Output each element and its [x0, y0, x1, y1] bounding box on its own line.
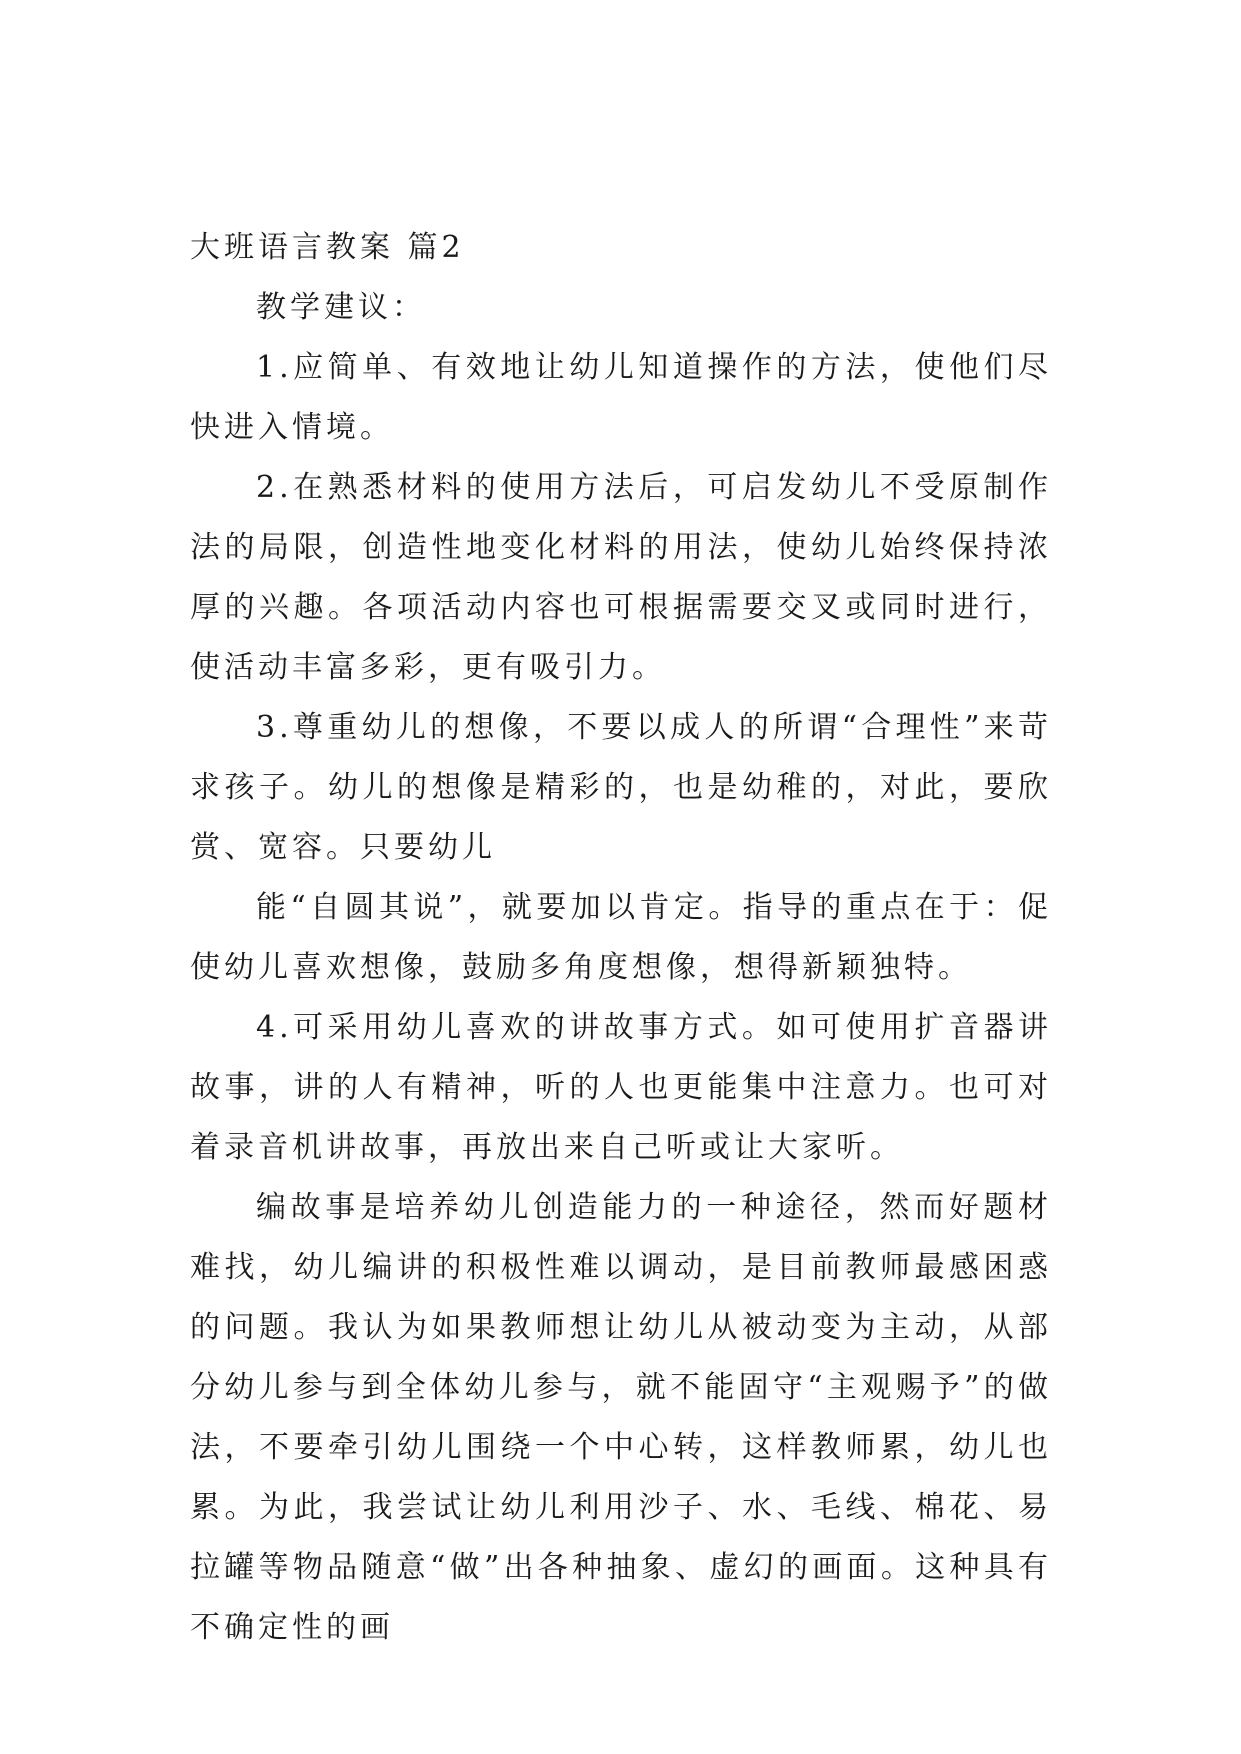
paragraph-suggestion-3: 3.尊重幼儿的想像，不要以成人的所谓“合理性”来苛求孩子。幼儿的想像是精彩的，也是幼稚的，对此，要欣赏、宽容。只要幼儿: [190, 710, 1052, 865]
paragraph-suggestion-2: 2.在熟悉材料的使用方法后，可启发幼儿不受原制作法的局限，创造性地变化材料的用法，使幼儿始终保持浓厚的兴趣。各项活动内容也可根据需要交叉或同时进行，使活动丰富多彩，更有吸引力。: [190, 470, 1052, 685]
paragraph-suggestion-1: 1.应简单、有效地让幼儿知道操作的方法，使他们尽快进入情境。: [190, 350, 1052, 445]
paragraph-teaching-suggestions: 教学建议：: [256, 290, 426, 325]
paragraph-reflection: 编故事是培养幼儿创造能力的一种途径，然而好题材难找，幼儿编讲的积极性难以调动，是目前教师最感困惑的问题。我认为如果教师想让幼儿从被动变为主动，从部分幼儿参与到全体幼儿参与，就不能固守“主观赐予”的做法，不要牵引幼儿围绕一个中心转，这样教师累，幼儿也累。为此，我尝试让幼儿利用沙子、水、毛线、棉花、易拉罐等物品随意“做”出各种抽象、虚幻的画面。这种具有不确定性的画: [190, 1190, 1052, 1645]
paragraph-suggestion-3-continued: 能“自圆其说”，就要加以肯定。指导的重点在于：促使幼儿喜欢想像，鼓励多角度想像，想得新颖独特。: [190, 890, 1052, 985]
document-title: 大班语言教案 篇2: [190, 230, 465, 265]
document-body: [190, 222, 1052, 1658]
paragraph-suggestion-4: 4.可采用幼儿喜欢的讲故事方式。如可使用扩音器讲故事，讲的人有精神，听的人也更能集中注意力。也可对着录音机讲故事，再放出来自己听或让大家听。: [190, 1010, 1052, 1165]
